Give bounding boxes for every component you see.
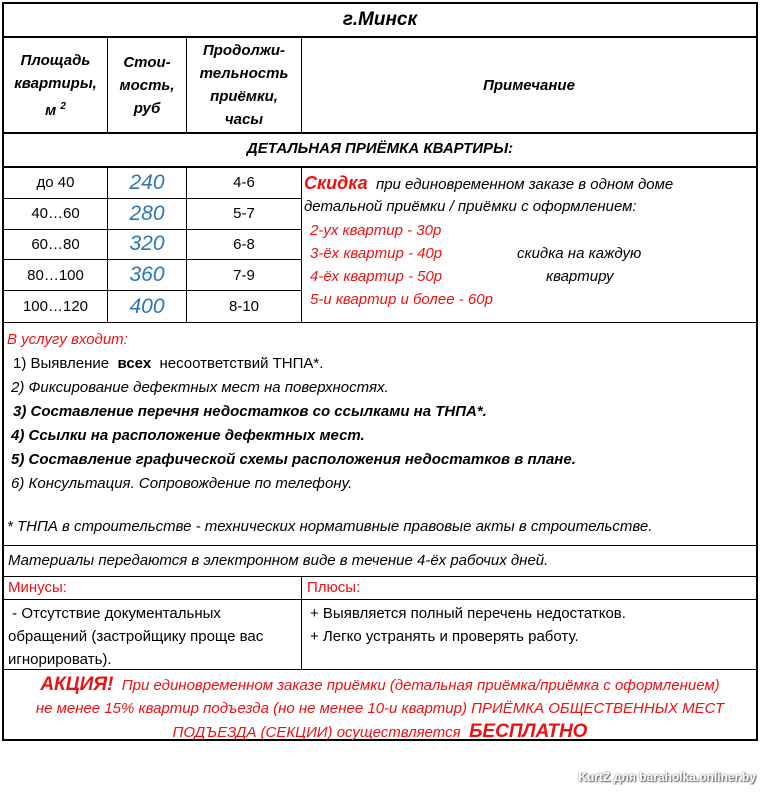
row-area: 40…60 [4,199,108,229]
table-row [4,230,301,261]
promo-word: АКЦИЯ! [40,674,114,695]
discount-note [302,168,756,322]
cons-body [8,600,301,671]
header-area [4,38,108,132]
discount-item: 5-и квартир и более - 60р [310,291,493,308]
row-hours: 6-8 [233,235,255,253]
service-item-4: 4) Ссылки на расположение дефектных мест. [11,427,365,444]
row-area: 60…80 [4,230,108,260]
materials-note: Материалы передаются в электронном виде в течение 4-ёх рабочих дней. [4,546,756,577]
discount-item: 3-ёх квартир - 40р [310,245,443,262]
header-area-sup: 2 [60,100,66,112]
row-hours: 5-7 [233,205,255,223]
promo-free: БЕСПЛАТНО [468,721,588,742]
pros-column [302,577,756,669]
row-area: 100…120 [4,291,108,322]
services-heading: В услугу входит: [7,331,128,348]
cons-title: Минусы: [4,577,301,600]
service-item-1-bold: всех [117,355,152,372]
pros-body [307,600,756,648]
promo-text3: ПОДЪЕЗДА (СЕКЦИИ) осуществляется [172,724,461,741]
service-item-2: 2) Фиксирование дефектных мест на поверхностях. [11,379,389,396]
header-cost [108,38,187,132]
section-title: ДЕТАЛЬНАЯ ПРИЁМКА КВАРТИРЫ: [4,134,756,168]
discount-item: 2-ух квартир - 30р [310,222,442,239]
discount-text1: при единовременном заказе в одном доме [375,176,674,193]
discount-word: Скидка [304,173,368,193]
promo-line1 [4,673,756,697]
promo-text1: При единовременном заказе приёмки (детальная приёмка/приёмка с оформлением) [121,677,720,694]
header-cost-line1: Стои- [123,53,171,71]
table-row [4,199,301,230]
service-item-5: 5) Составление графической схемы расположения недостатков в плане. [11,451,576,468]
row-hours: 8-10 [228,298,260,316]
service-item-1-post: несоответствий ТНПА*. [159,355,324,372]
header-duration-line1: Продолжи- [202,42,286,59]
table-header [4,38,756,134]
price-sheet [2,2,758,741]
promo-line2: не менее 15% квартир подъезда (но не менее 10-и квартир) ПРИЁМКА ОБЩЕСТВЕННЫХ МЕСТ [35,700,725,717]
cons-line: обращений (застройщику проще вас [8,628,264,645]
pros-line: + Легко устранять и проверять работу. [310,628,579,645]
header-cost-line2: мость, [119,76,175,94]
discount-item: 4-ёх квартир - 50р [310,268,443,285]
row-area: до 40 [4,168,108,198]
cons-line: игнорировать). [8,651,112,668]
header-duration-line4: часы [224,111,264,128]
city-title: г.Минск [4,4,756,38]
price-table [4,168,302,322]
discount-line2: детальной приёмки / приёмки с оформлением: [304,198,637,215]
header-area-line3: м [45,101,57,119]
pros-line: + Выявляется полный перечень недостатков. [310,605,626,622]
promo-line3 [4,720,756,744]
table-row [4,168,301,199]
row-hours: 7-9 [233,266,255,284]
cons-line: - Отсутствие документальных [8,605,221,622]
service-item-1 [13,355,323,372]
row-area: 80…100 [4,260,108,290]
promo-block [4,670,756,742]
watermark: KurtZ для baraholka.onliner.by [578,770,756,784]
row-price: 280 [108,199,187,229]
row-price: 400 [108,291,187,322]
row-price: 320 [108,230,187,260]
row-price: 360 [108,260,187,290]
service-item-3: 3) Составление перечня недостатков со ссылками на ТНПА*. [13,403,487,420]
header-duration-line3: приёмки, [210,88,278,105]
service-item-6: 6) Консультация. Сопровождение по телефону. [11,475,353,492]
header-duration [187,38,302,132]
header-cost-line3: руб [133,99,161,117]
pros-title: Плюсы: [302,577,756,600]
footnote: * ТНПА в строительстве - технических нормативные правовые акты в строительстве. [7,518,653,535]
header-area-line1: Площадь [20,51,91,69]
discount-line1 [304,173,673,194]
table-row [4,260,301,291]
service-item-1-pre: 1) Выявление [13,355,110,372]
header-note: Примечание [483,76,575,94]
discount-side2: квартиру [546,268,614,285]
services-block [4,323,756,546]
header-duration-line2: тельность [199,65,289,82]
discount-side1: скидка на каждую [517,245,642,262]
price-block [4,168,756,323]
row-price: 240 [108,168,187,198]
row-hours: 4-6 [233,174,255,192]
pros-cons [4,577,756,670]
table-row [4,291,301,322]
header-area-line2: квартиры, [14,74,97,92]
cons-column [4,577,302,669]
